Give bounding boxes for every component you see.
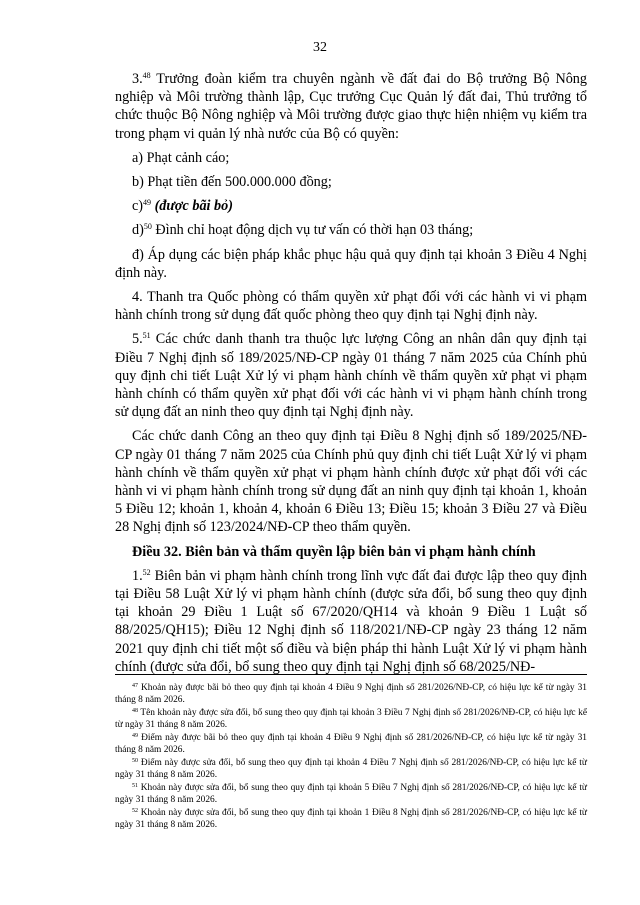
point-dd: đ) Áp dụng các biện pháp khắc phục hậu quả quy định tại khoản 3 Điều 4 Nghị định này.	[115, 246, 587, 281]
clause-3-number: 3.	[132, 71, 143, 87]
footnote-text: Điểm này được sửa đổi, bổ sung theo quy định tại khoản 4 Điều 7 Nghị định số 281/2026/NĐ-CP, có hiệu lực kể từ ngày 31 tháng 8 năm 2026.	[115, 758, 587, 781]
point-c-text: (được bãi bỏ)	[154, 198, 233, 215]
footnote-ref-48[interactable]: 48	[142, 71, 151, 80]
footnote-number: 48	[132, 708, 138, 715]
point-c	[115, 197, 587, 215]
footnote-text: Khoản này được sửa đổi, bổ sung theo quy định tại khoản 5 Điều 7 Nghị định số 281/2026/NĐ-CP, có hiệu lực kể từ ngày 31 tháng 8 năm 2026.	[115, 783, 587, 806]
point-a: a) Phạt cảnh cáo;	[132, 149, 230, 166]
footnote-47	[115, 683, 587, 707]
footnote-ref-51[interactable]: 51	[142, 331, 151, 341]
article-32-clause-1-text: Biên bản vi phạm hành chính trong lĩnh vực đất đai được lập theo quy định tại Điều 58 Luật Xử lý vi phạm hành chính (được sửa đổi, bổ sung theo quy định tại khoản 29 Điều 1 Luật số 67/2020/QH14 và khoản 9 Điều 1 Luật số 88/2025/QH15); Điều 12 Nghị định số 118/2021/NĐ-CP ngày 23 tháng 12 năm 2021 quy định chi tiết một số điều và biện pháp thi hành Luật Xử lý vi phạm hành chính (được sửa đổi, bổ sung theo quy định tại Nghị định số 68/2025/NĐ-	[115, 567, 587, 675]
clause-5-continuation: Các chức danh Công an theo quy định tại Điều 8 Nghị định số 189/2025/NĐ-CP ngày 01 tháng 7 năm 2025 của Chính phủ quy định chi tiết Luật Xử lý vi phạm hành chính về thẩm quyền xử phạt vi phạm hành chính được xử phạt đối với các hành vi vi phạm hành chính trong sử dụng đất an ninh quy định tại khoản 1, khoản 5 Điều 12; khoản 1, khoản 4, khoản 6 Điều 13; Điều 15; khoản 3 Điều 27 và Điều 28 Nghị định số 123/2024/NĐ-CP theo thẩm quyền.	[115, 428, 587, 536]
footnote-number: 50	[132, 758, 138, 765]
footnote-51	[115, 783, 587, 807]
point-d-label: d)	[132, 222, 144, 239]
footnote-text: Khoản này được bãi bỏ theo quy định tại khoản 4 Điều 9 Nghị định số 281/2026/NĐ-CP, có hiệu lực kể từ ngày 31 tháng 8 năm 2026.	[115, 683, 587, 705]
clause-3-text: Trưởng đoàn kiểm tra chuyên ngành về đất đai do Bộ trưởng Bộ Nông nghiệp và Môi trường thành lập, Cục trưởng Cục Quản lý đất đai, Thủ trưởng tổ chức thuộc Bộ Nông nghiệp và Môi trường được giao thực hiện nhiệm vụ kiểm tra trong phạm vi quản lý nhà nước của Bộ có quyền:	[115, 71, 587, 142]
footnote-49	[115, 733, 587, 757]
footnote-text: Điểm này được bãi bỏ theo quy định tại khoản 4 Điều 9 Nghị định số 281/2026/NĐ-CP, có hiệu lực kể từ ngày 31 tháng 8 năm 2026.	[115, 733, 587, 755]
footnotes	[115, 683, 587, 834]
footnote-number: 47	[132, 683, 138, 689]
footnote-number: 49	[132, 733, 138, 740]
clause-5-number: 5.	[132, 331, 143, 348]
footnote-number: 52	[132, 808, 138, 815]
footnote-number: 51	[132, 783, 138, 790]
footnote-ref-49[interactable]: 49	[143, 198, 152, 208]
clause-5-text: Các chức danh thanh tra thuộc lực lượng Công an nhân dân quy định tại Điều 7 Nghị định số 189/2025/NĐ-CP ngày 01 tháng 7 năm 2025 của Chính phủ quy định chi tiết Luật Xử lý vi phạm hành chính về thẩm quyền xử phạt vi phạm hành chính có thẩm quyền xử phạt đối với các hành vi vi phạm hành chính trong sử dụng đất an ninh theo quy định tại Nghị định này.	[115, 331, 587, 421]
footnote-text: Khoản này được sửa đổi, bổ sung theo quy định tại khoản 1 Điều 8 Nghị định số 281/2026/NĐ-CP, có hiệu lực kể từ ngày 31 tháng 8 năm 2026.	[115, 808, 587, 831]
article-32-clause-1	[115, 567, 587, 676]
point-b: b) Phạt tiền đến 500.000.000 đồng;	[132, 174, 332, 191]
footnote-52	[115, 808, 587, 832]
page-number: 32	[313, 40, 327, 55]
clause-5	[115, 330, 587, 421]
clause-4: 4. Thanh tra Quốc phòng có thẩm quyền xử phạt đối với các hành vi vi phạm hành chính trong sử dụng đất quốc phòng theo quy định tại Nghị định này.	[115, 289, 587, 324]
footnote-text: Tên khoản này được sửa đổi, bổ sung theo quy định tại khoản 3 Điều 7 Nghị định số 281/2026/NĐ-CP, có hiệu lực kể từ ngày 31 tháng 8 năm 2026.	[115, 708, 587, 730]
footnote-48	[115, 708, 587, 732]
document-body	[115, 70, 587, 682]
footnote-ref-50[interactable]: 50	[143, 222, 152, 232]
clause-3	[115, 70, 587, 143]
point-d	[115, 221, 587, 239]
article-32-clause-1-number: 1.	[132, 567, 143, 584]
footnote-divider	[115, 674, 587, 675]
article-32-heading: Điều 32. Biên bản và thẩm quyền lập biên bản vi phạm hành chính	[132, 543, 536, 560]
point-d-text: Đình chỉ hoạt động dịch vụ tư vấn có thời hạn 03 tháng;	[151, 222, 474, 239]
footnote-50	[115, 758, 587, 782]
point-c-label: c)	[132, 198, 144, 215]
footnote-ref-52[interactable]: 52	[142, 567, 151, 577]
